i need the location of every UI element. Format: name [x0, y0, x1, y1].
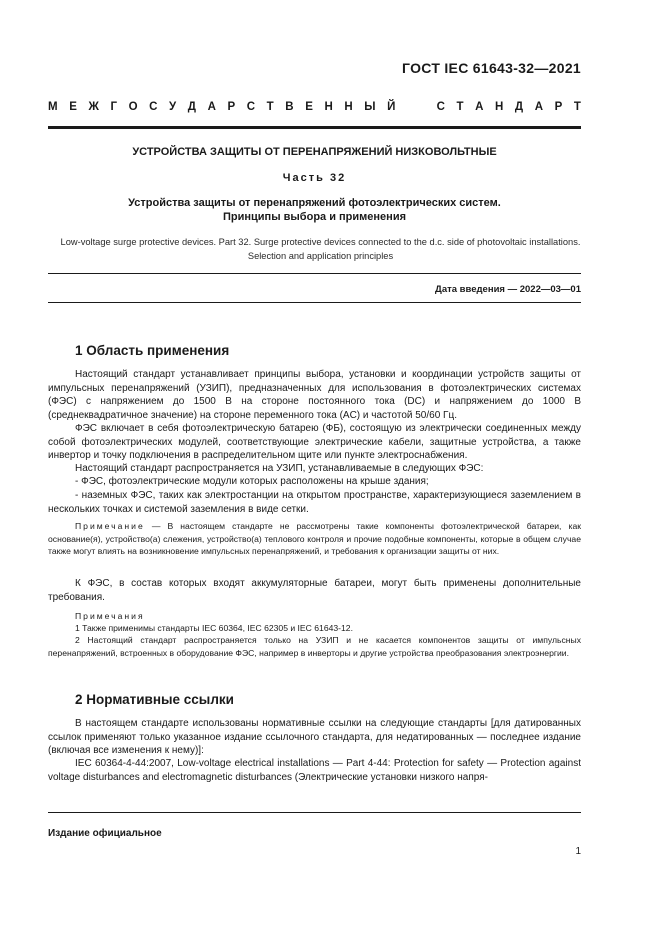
banner-letter: М [48, 101, 58, 113]
section-1-paragraph-4: К ФЭС, в состав которых входят аккумуляторные батареи, могут быть применены дополнительные требования. [48, 578, 581, 603]
banner-letter [407, 101, 410, 113]
section-1-heading: 1 Область применения [75, 343, 230, 358]
section-2-heading: 2 Нормативные ссылки [75, 692, 234, 707]
footer-divider [48, 812, 581, 813]
english-title: Low-voltage surge protective devices. Part 32. Surge protective devices connected to the d.c. side of photovoltaic installations. Selection and application principles [60, 237, 581, 261]
banner-letter: Т [456, 101, 464, 113]
banner-letter: Т [573, 101, 581, 113]
banner-letter: Й [387, 101, 396, 113]
main-title: УСТРОЙСТВА ЗАЩИТЫ ОТ ПЕРЕНАПРЯЖЕНИЙ НИЗКОВОЛЬТНЫЕ [132, 146, 497, 158]
banner-letter: Р [227, 101, 236, 113]
section-1-note-1: 1 Также применимы стандарты IEC 60364, IEC 62305 и IEC 61643-12. [75, 623, 353, 633]
section-1-paragraph-1: Настоящий стандарт устанавливает принципы выбора, установки и координации устройств защиты от импульсных перенапряжений (УЗИП), предназначенных для использования в фотоэлектрических системах (ФЭС) с напряжением до 1500 В на стороне постоянного тока (DC) и напряжением до 1000 В (среднеквадратичное значение) на стороне переменного тока (AC) и частотой 50/60 Гц. [48, 369, 581, 421]
banner-letter: А [534, 101, 544, 113]
banner-letter: С [149, 101, 158, 113]
section-2-paragraph-1: В настоящем стандарте использованы нормативные ссылки на следующие стандарты [для датированных ссылок применяют только указанное издание ссылочного стандарта, для недатированных — последнее издание (включая все изменения к нему)]: [48, 718, 581, 756]
section-1-paragraph-3: Настоящий стандарт распространяется на УЗИП, устанавливаемые в следующих ФЭС: [75, 463, 484, 474]
banner-letter: Е [305, 101, 313, 113]
introduction-date: Дата введения — 2022—03—01 [435, 284, 581, 295]
section-1-paragraph-2: ФЭС включает в себя фотоэлектрическую батарею (ФБ), состоящую из электрически соединенных между собой фотоэлектрических модулей, соответствующие электрические кабели, защитные устройства, а также инвертор и точку подключения в распределительном щите или пункте электроснабжения. [48, 423, 581, 461]
banner-letter: А [207, 101, 216, 113]
banner-letter: Н [344, 101, 353, 113]
interstate-standard-banner [48, 101, 581, 113]
banner-letter [422, 101, 425, 113]
banner-letter: Д [514, 101, 524, 113]
header-divider [48, 126, 581, 129]
banner-letter: Ы [364, 101, 376, 113]
section-1-list-item-2: - наземных ФЭС, таких как электростанции на открытом пространстве, характеризующиеся заземлением в нескольких точках и системой заземления в виде сетки. [48, 490, 581, 515]
banner-letter: Н [324, 101, 333, 113]
banner-letter: Н [495, 101, 504, 113]
note-text: — В настоящем стандарте не рассмотрены такие компоненты фотоэлектрической батареи, как основание(я), устройство(а) слежения, устройство(а) теплового контроля и прочие подобные компоненты, которые в общем случае также могут влиять на возникновение импульсных перенапряжений, и требования к организации защиты от них. [48, 521, 581, 556]
section-1-note-2: 2 Настоящий стандарт распространяется только на УЗИП и не касается компонентов защиты от импульсных перенапряжений, встроенных в оборудование ФЭС, например в инверторы и другие устройства преобразования электроэнергии. [48, 635, 581, 658]
edition-label: Издание официальное [48, 828, 162, 839]
banner-letter: Ж [88, 101, 99, 113]
banner-letter: С [436, 101, 445, 113]
page-number: 1 [575, 846, 581, 857]
banner-letter: Р [554, 101, 563, 113]
subtitle-line-2: Принципы выбора и применения [223, 211, 406, 223]
note-label: Примечание [75, 521, 145, 531]
section-1-note [48, 520, 581, 558]
banner-letter: У [169, 101, 177, 113]
banner-letter: В [285, 101, 294, 113]
section-2-paragraph-2: IEC 60364-4-44:2007, Low-voltage electrical installations — Part 4-44: Protection for safety — Protection against voltage disturbances and electromagnetic disturbances (Электрические установки низкого напря- [48, 758, 581, 783]
banner-letter: Г [110, 101, 117, 113]
date-divider [48, 302, 581, 303]
title-divider [48, 273, 581, 274]
banner-letter: Д [187, 101, 196, 113]
banner-letter: Т [266, 101, 274, 113]
notes-label: Примечания [75, 611, 145, 621]
banner-letter: О [128, 101, 138, 113]
banner-letter: А [475, 101, 484, 113]
part-title: Часть 32 [282, 172, 347, 184]
banner-letter: Е [69, 101, 77, 113]
document-code: ГОСТ IEC 61643-32—2021 [402, 60, 581, 76]
section-1-list-item-1: - ФЭС, фотоэлектрические модули которых расположены на крыше здания; [75, 476, 429, 487]
subtitle-line-1: Устройства защиты от перенапряжений фотоэлектрических систем. [128, 197, 501, 209]
banner-letter: С [246, 101, 256, 113]
